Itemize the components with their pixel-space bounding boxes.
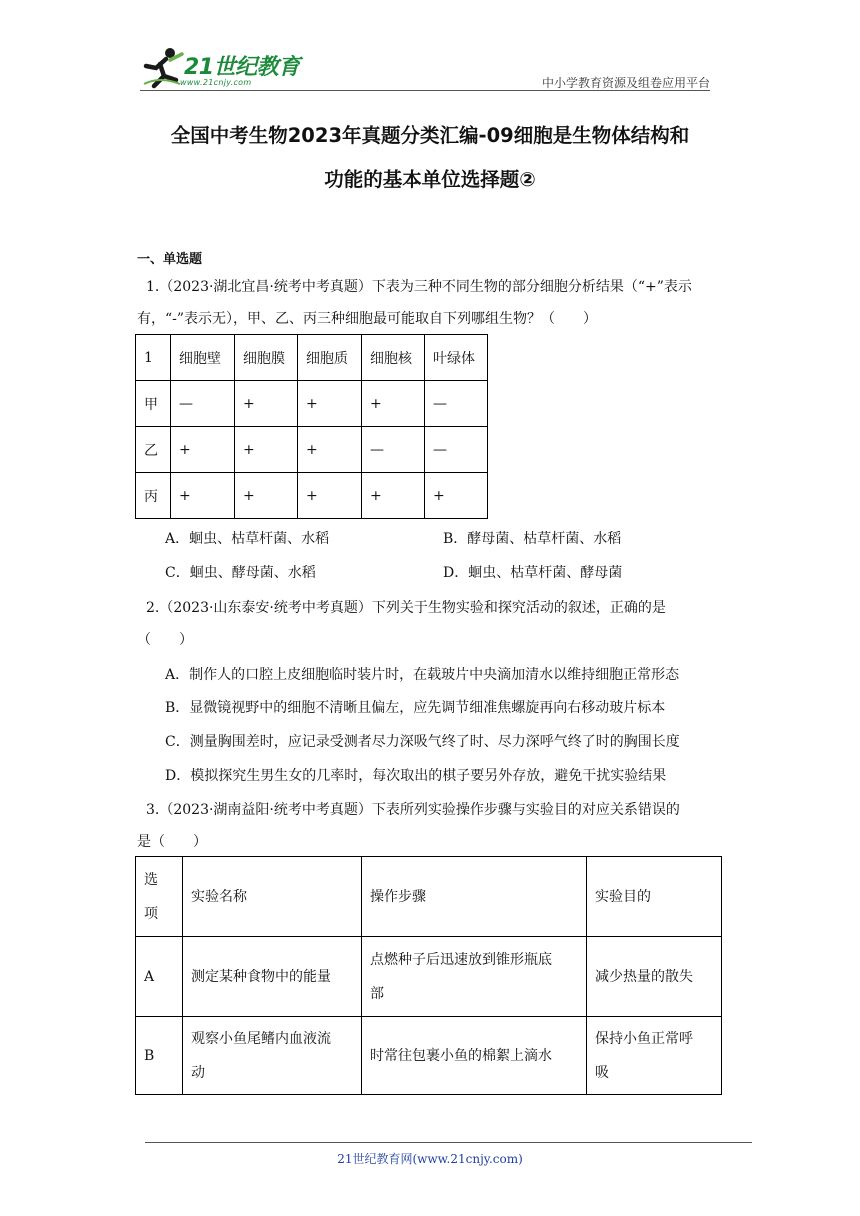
logo-url: www.21cnjy.com (180, 78, 252, 87)
table-cell: + (362, 473, 425, 519)
table-cell: 细胞核 (362, 335, 425, 381)
table-cell: + (298, 381, 362, 427)
footer-link[interactable]: 21世纪教育网(www.21cnjy.com) (337, 1152, 523, 1166)
table-row (136, 857, 722, 937)
q2-option-d: D．模拟探究生男生女的几率时，每次取出的棋子要另外存放，避免干扰实验结果 (165, 768, 667, 784)
table-cell: A (136, 937, 183, 1017)
table-cell: + (362, 381, 425, 427)
table-cell: 实验目的 (587, 857, 722, 937)
cell-line: 观察小鱼尾鳍内血液流 (191, 1030, 331, 1047)
q1-option-a: A．蛔虫、枯草杆菌、水稻 (165, 531, 330, 547)
header-divider (140, 90, 710, 91)
table-cell: 测定某种食物中的能量 (183, 937, 362, 1017)
table-cell: + (235, 381, 298, 427)
q3-table (135, 856, 722, 1095)
table-cell: 细胞壁 (171, 335, 235, 381)
cell-line: 保持小鱼正常呼 (595, 1030, 693, 1047)
table-cell: — (171, 381, 235, 427)
table-cell: 细胞质 (298, 335, 362, 381)
table-cell: + (171, 473, 235, 519)
table-cell: 1 (136, 335, 171, 381)
q1-option-c: C．蛔虫、酵母菌、水稻 (165, 565, 316, 581)
table-cell: 乙 (136, 427, 171, 473)
table-cell: + (235, 427, 298, 473)
table-cell: + (425, 473, 488, 519)
q2-option-b: B．显微镜视野中的细胞不清晰且偏左，应先调节细准焦螺旋再向右移动玻片标本 (165, 700, 666, 716)
runner-logo-icon (140, 46, 184, 90)
table-cell: — (425, 381, 488, 427)
q1-option-b: B．酵母菌、枯草杆菌、水稻 (443, 531, 622, 547)
table-row (136, 937, 722, 1017)
table-cell (587, 1017, 722, 1095)
q2-option-a: A．制作人的口腔上皮细胞临时装片时，在载玻片中央滴加清水以维持细胞正常形态 (165, 667, 680, 683)
cell-line: 部 (370, 985, 384, 1002)
platform-label: 中小学教育资源及组卷应用平台 (541, 76, 710, 90)
footer-divider (145, 1142, 752, 1143)
q1-stem-line1: 1.（2023·湖北宜昌·统考中考真题）下表为三种不同生物的部分细胞分析结果（“+”表示 (146, 279, 692, 295)
table-row (136, 427, 488, 473)
section-heading: 一、单选题 (137, 252, 203, 267)
table-cell: — (362, 427, 425, 473)
table-row (136, 1017, 722, 1095)
page-title-line1: 全国中考生物2023年真题分类汇编-09细胞是生物体结构和 (170, 124, 690, 147)
table-cell: + (171, 427, 235, 473)
table-cell (136, 857, 183, 937)
q2-stem-line1: 2.（2023·山东泰安·统考中考真题）下列关于生物实验和探究活动的叙述，正确的是 (146, 600, 666, 616)
site-logo (140, 40, 320, 96)
table-row (136, 335, 488, 381)
q1-stem-line2: 有，“-”表示无），甲、乙、丙三种细胞最可能取自下列哪组生物？（ ） (137, 311, 598, 327)
table-cell: — (425, 427, 488, 473)
cell-line: 点燃种子后迅速放到锥形瓶底 (370, 951, 552, 968)
q2-option-c: C．测量胸围差时，应记录受测者尽力深吸气终了时、尽力深呼气终了时的胸围长度 (165, 734, 680, 750)
table-cell: 减少热量的散失 (587, 937, 722, 1017)
cell-line: 动 (191, 1064, 205, 1081)
cell-line: 选 (144, 871, 158, 888)
q2-stem-line2: （ ） (137, 632, 193, 648)
table-cell: + (298, 473, 362, 519)
table-row (136, 473, 488, 519)
table-cell: 丙 (136, 473, 171, 519)
table-row (136, 381, 488, 427)
cell-line: 项 (144, 905, 158, 922)
q1-option-d: D．蛔虫、枯草杆菌、酵母菌 (443, 565, 623, 581)
table-cell: 细胞膜 (235, 335, 298, 381)
table-cell: 叶绿体 (425, 335, 488, 381)
table-cell: 操作步骤 (362, 857, 587, 937)
q1-table (135, 334, 488, 519)
page-title-line2: 功能的基本单位选择题② (324, 168, 536, 191)
table-cell: + (298, 427, 362, 473)
table-cell: 甲 (136, 381, 171, 427)
logo-text: 21世纪教育 (184, 55, 300, 80)
table-cell (362, 937, 587, 1017)
cell-line: 吸 (595, 1064, 609, 1081)
q3-stem-line2: 是（ ） (137, 834, 207, 850)
table-cell: B (136, 1017, 183, 1095)
table-cell: 时常往包裹小鱼的棉絮上滴水 (362, 1017, 587, 1095)
table-cell: 实验名称 (183, 857, 362, 937)
table-cell (183, 1017, 362, 1095)
q3-stem-line1: 3.（2023·湖南益阳·统考中考真题）下表所列实验操作步骤与实验目的对应关系错误的 (146, 802, 680, 818)
table-cell: + (235, 473, 298, 519)
